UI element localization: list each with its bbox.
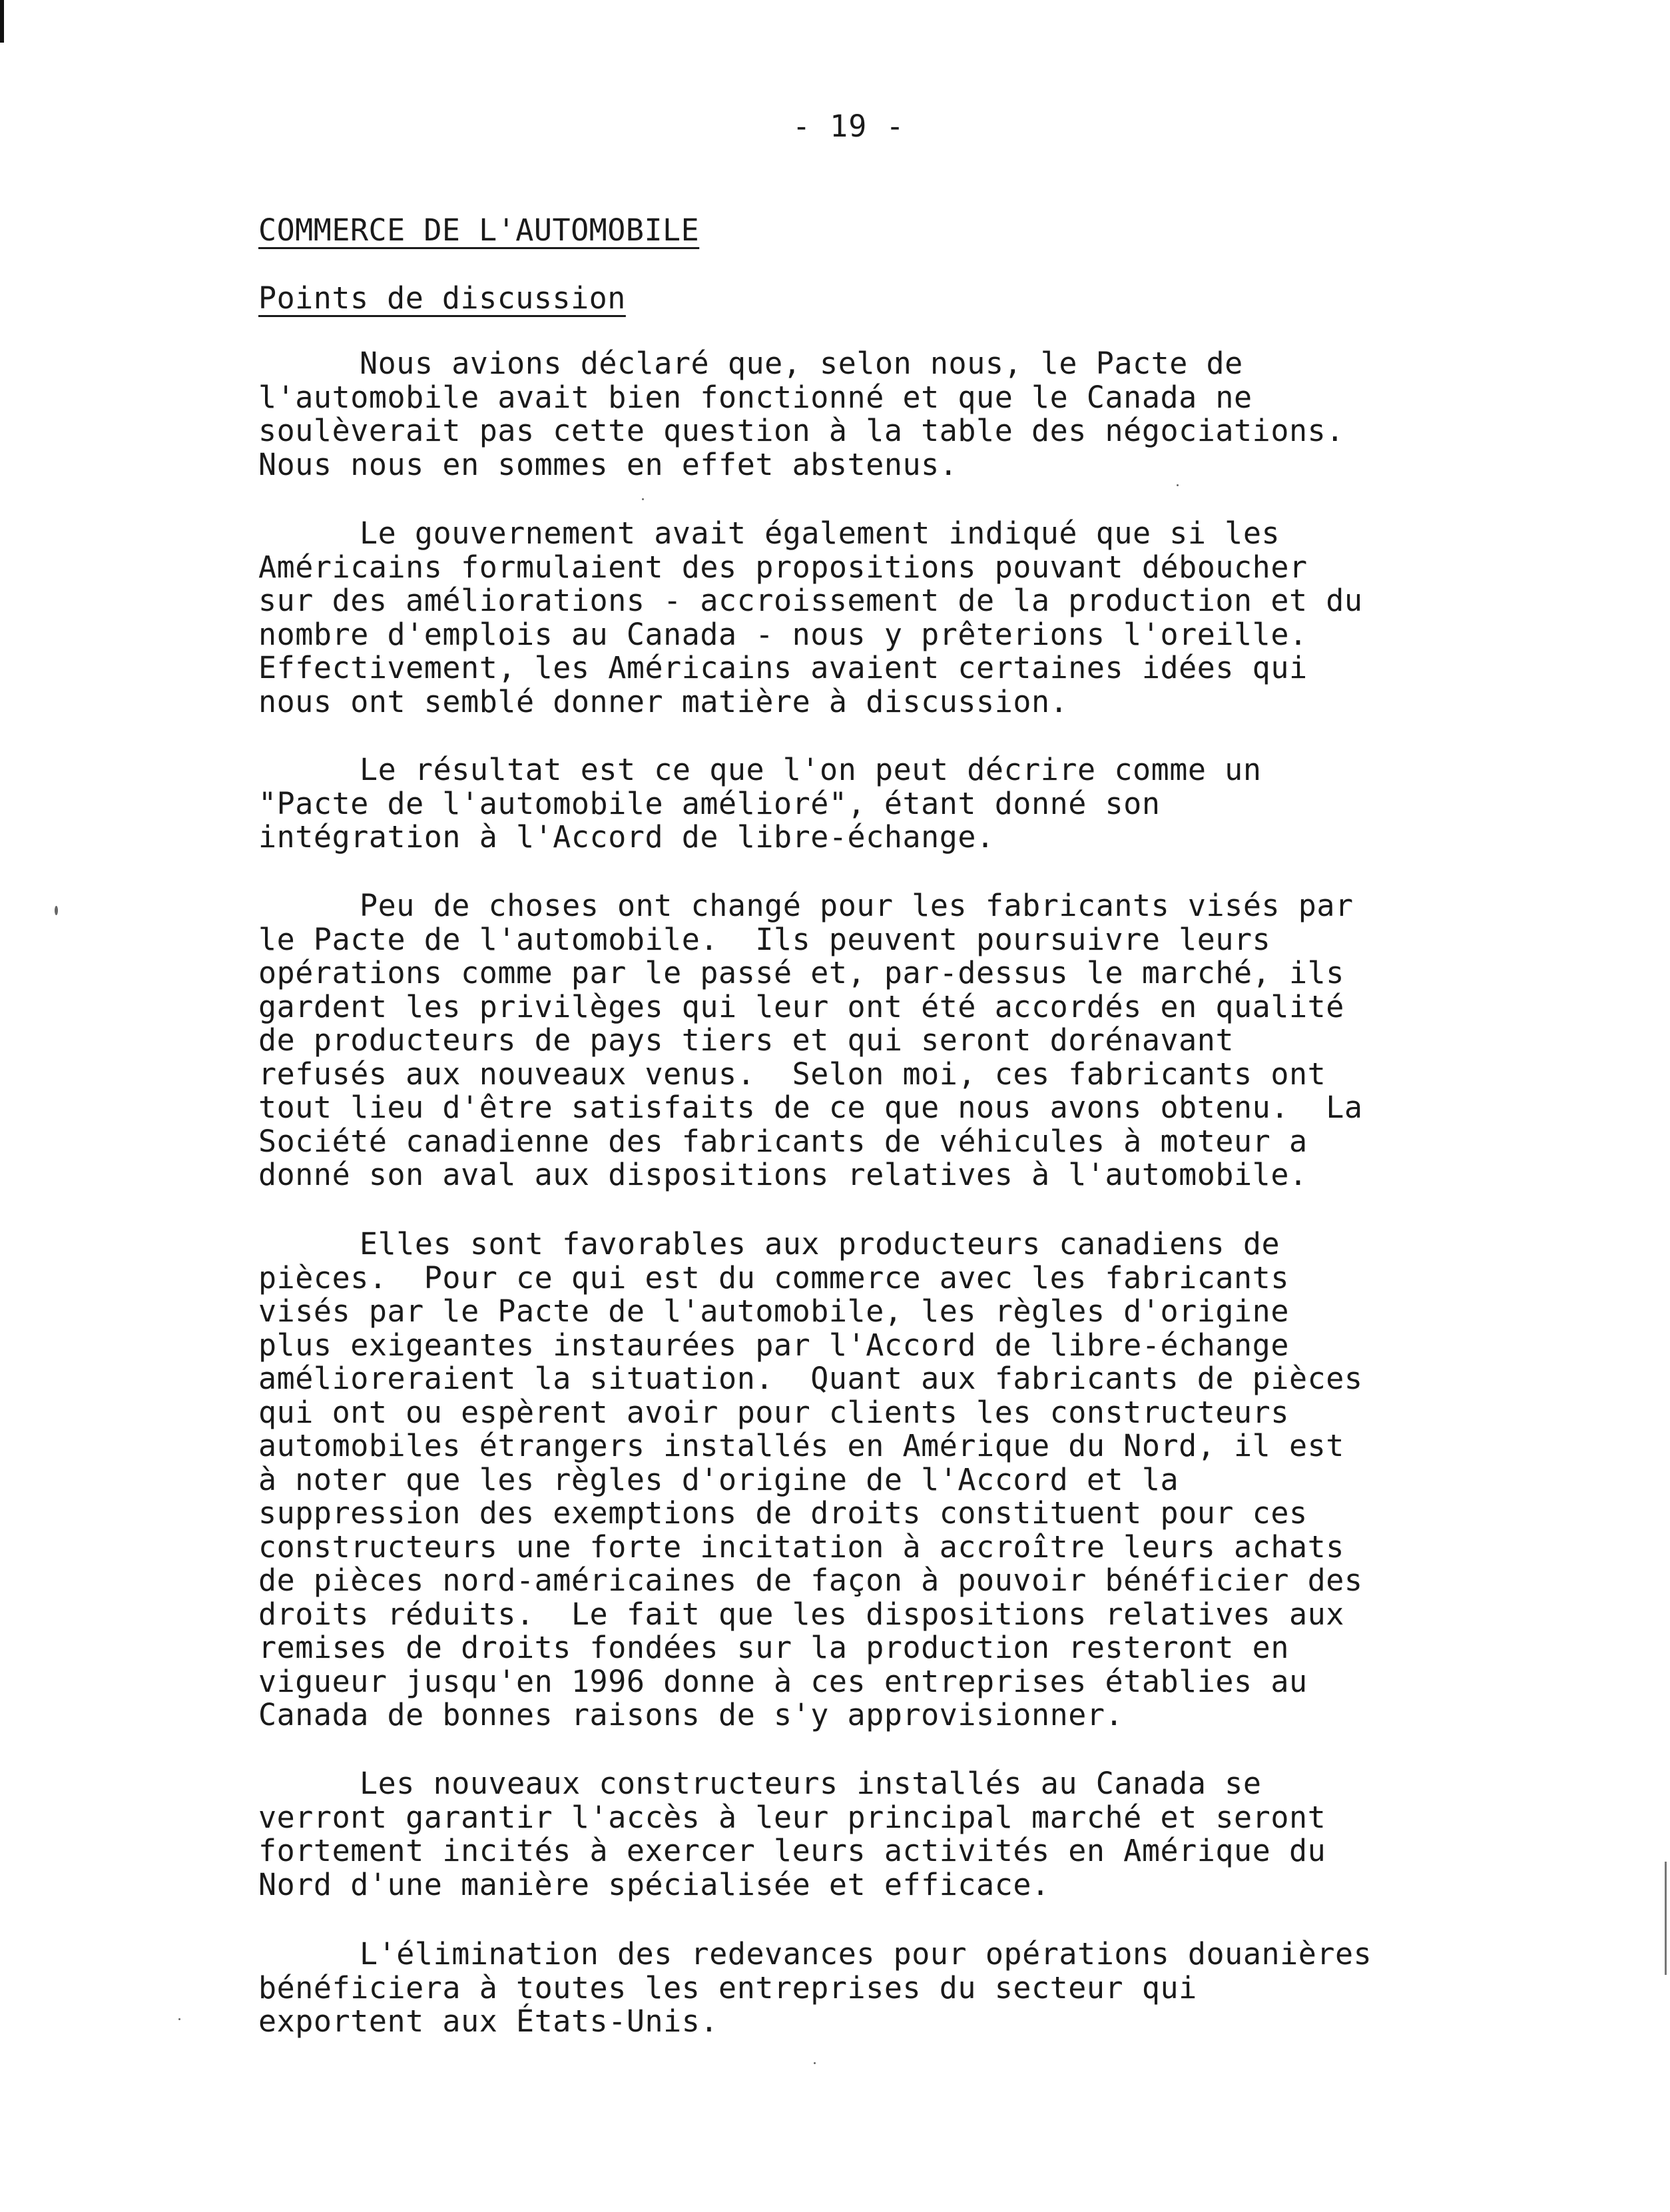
paragraph-line: Effectivement, les Américains avaient certaines idées qui (258, 650, 1308, 685)
paragraph-3 (258, 753, 1261, 855)
scan-speck (178, 2018, 180, 2020)
paragraph-line: Nous avions déclaré que, selon nous, le Pacte de (360, 346, 1243, 381)
paragraph-1 (258, 347, 1344, 482)
paragraph-line: verront garantir l'accès à leur principal marché et seront (258, 1799, 1326, 1835)
paragraph-line: Le résultat est ce que l'on peut décrire comme un (360, 752, 1262, 787)
paragraph-line: nous ont semblé donner matière à discussion. (258, 683, 1069, 719)
paragraph-line: vigueur jusqu'en 1996 donne à ces entreprises établies au (258, 1663, 1308, 1699)
paragraph-line: L'élimination des redevances pour opérations douanières (360, 1936, 1372, 1972)
paragraph-line: nombre d'emplois au Canada - nous y prêterions l'oreille. (258, 616, 1308, 652)
paragraph-line: suppression des exemptions de droits constituent pour ces (258, 1495, 1308, 1531)
subsection-title: Points de discussion (258, 280, 626, 316)
paragraph-line: de producteurs de pays tiers et qui seront dorénavant (258, 1022, 1235, 1058)
paragraph-line: visés par le Pacte de l'automobile, les règles d'origine (258, 1293, 1289, 1329)
scan-margin-line (1665, 1862, 1667, 1975)
paragraph-line: soulèverait pas cette question à la table des négociations. (258, 413, 1344, 448)
paragraph-5 (258, 1228, 1363, 1732)
scan-speck (55, 906, 58, 915)
paragraph-line: constructeurs une forte incitation à accroître leurs achats (258, 1529, 1344, 1565)
scan-speck (1177, 484, 1179, 486)
scan-edge-mark (0, 0, 4, 43)
page-number: - 19 - (792, 109, 905, 144)
paragraph-line: Américains formulaient des propositions pouvant déboucher (258, 549, 1308, 585)
paragraph-line: exportent aux États-Unis. (258, 2004, 719, 2039)
paragraph-line: bénéficiera à toutes les entreprises du secteur qui (258, 1970, 1197, 2006)
paragraph-line: qui ont ou espèrent avoir pour clients les constructeurs (258, 1394, 1289, 1430)
section-title: COMMERCE DE L'AUTOMOBILE (258, 212, 700, 248)
paragraph-line: Le gouvernement avait également indiqué que si les (360, 516, 1280, 551)
paragraph-line: de pièces nord-américaines de façon à pouvoir bénéficier des (258, 1563, 1363, 1598)
paragraph-6 (258, 1767, 1326, 1902)
paragraph-line: Les nouveaux constructeurs installés au Canada se (360, 1766, 1262, 1801)
paragraph-line: à noter que les règles d'origine de l'Accord et la (258, 1461, 1179, 1497)
paragraph-line: Canada de bonnes raisons de s'y approvisionner. (258, 1697, 1124, 1732)
paragraph-line: sur des améliorations - accroissement de la production et du (258, 583, 1363, 618)
paragraph-line: "Pacte de l'automobile amélioré", étant donné son (258, 785, 1161, 821)
paragraph-line: fortement incités à exercer leurs activités en Amérique du (258, 1833, 1326, 1868)
paragraph-line: donné son aval aux dispositions relatives à l'automobile. (258, 1157, 1308, 1192)
paragraph-line: Elles sont favorables aux producteurs canadiens de (360, 1226, 1280, 1262)
scan-speck (642, 498, 644, 500)
paragraph-line: tout lieu d'être satisfaits de ce que nous avons obtenu. La (258, 1090, 1363, 1125)
paragraph-line: plus exigeantes instaurées par l'Accord de libre-échange (258, 1327, 1289, 1363)
paragraph-line: Nord d'une manière spécialisée et efficace. (258, 1866, 1050, 1902)
paragraph-2 (258, 517, 1363, 719)
paragraph-line: pièces. Pour ce qui est du commerce avec les fabricants (258, 1260, 1289, 1295)
paragraph-line: Société canadienne des fabricants de véhicules à moteur a (258, 1123, 1308, 1159)
paragraph-line: droits réduits. Le fait que les dispositions relatives aux (258, 1596, 1344, 1632)
paragraph-line: amélioreraient la situation. Quant aux fabricants de pièces (258, 1361, 1363, 1396)
paragraph-line: Nous nous en sommes en effet abstenus. (258, 446, 958, 482)
paragraph-line: opérations comme par le passé et, par-dessus le marché, ils (258, 955, 1344, 990)
paragraph-line: automobiles étrangers installés en Amérique du Nord, il est (258, 1428, 1344, 1463)
paragraph-line: refusés aux nouveaux venus. Selon moi, ces fabricants ont (258, 1056, 1326, 1092)
paragraph-line: Peu de choses ont changé pour les fabricants visés par (360, 888, 1354, 923)
paragraph-4 (258, 889, 1363, 1192)
paragraph-line: intégration à l'Accord de libre-échange. (258, 819, 995, 855)
paragraph-7 (258, 1938, 1372, 2039)
paragraph-line: l'automobile avait bien fonctionné et que le Canada ne (258, 379, 1252, 415)
paragraph-line: gardent les privilèges qui leur ont été accordés en qualité (258, 988, 1344, 1024)
paragraph-line: remises de droits fondées sur la production resteront en (258, 1630, 1289, 1665)
paragraph-line: le Pacte de l'automobile. Ils peuvent poursuivre leurs (258, 921, 1271, 957)
scan-speck (814, 2062, 816, 2064)
